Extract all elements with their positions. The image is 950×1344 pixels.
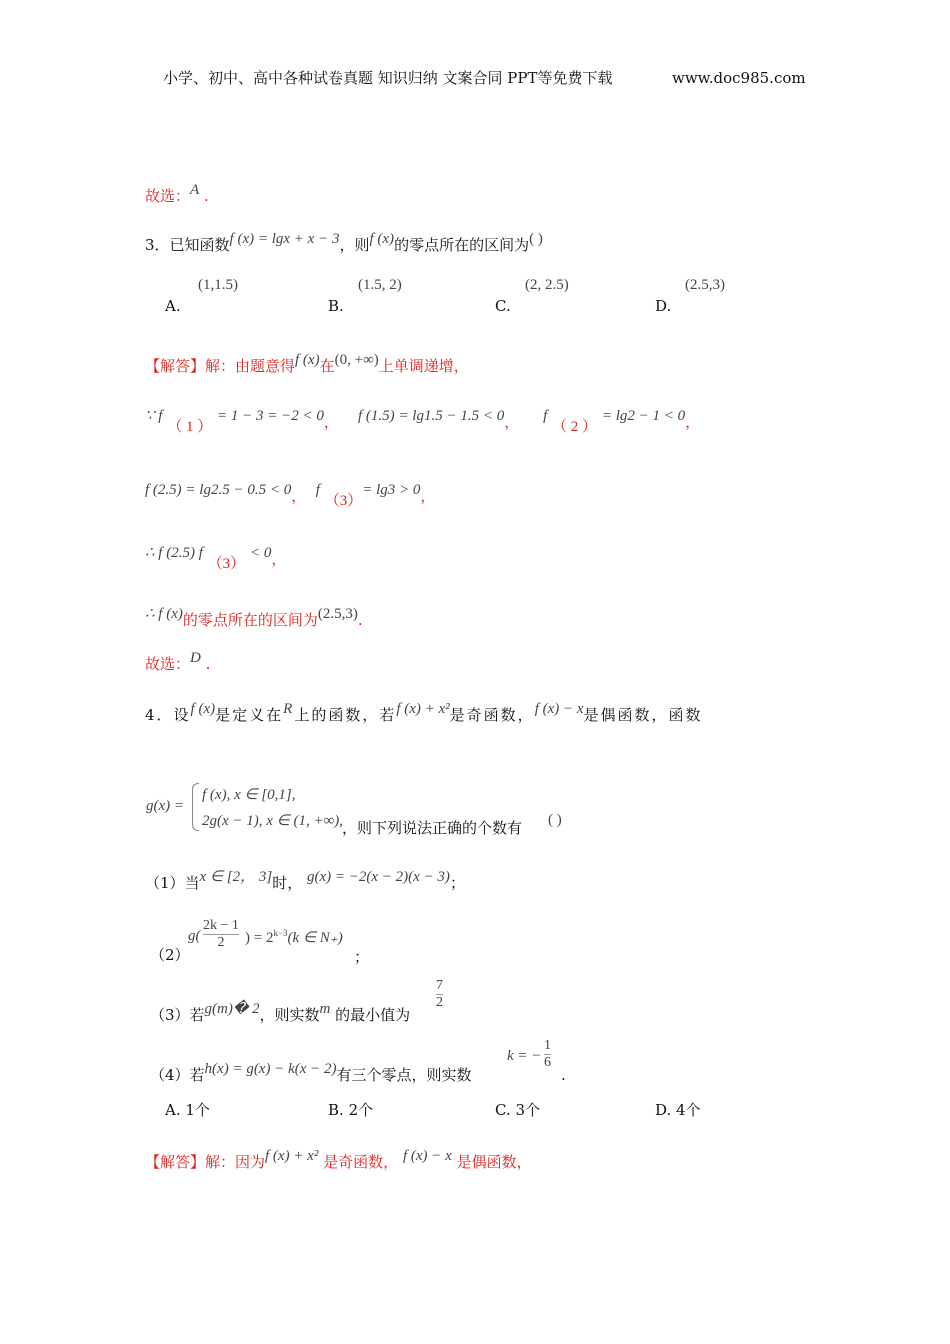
question-3 <box>145 231 543 256</box>
statement-text: 的最小值为 <box>335 1006 411 1024</box>
comma: ， <box>291 487 307 505</box>
formula: f (x) − x <box>402 1148 452 1164</box>
case-2: 2g(x − 1), x ∈ (1, +∞), <box>202 813 344 829</box>
formula: f (x) + x² <box>265 1148 319 1164</box>
solution-intro <box>145 352 469 377</box>
q3-text: 3．已知函数 <box>145 236 230 254</box>
header-text: 小学、初中、高中各种试卷真题 知识归纳 文案合同 PPT等免费下载 <box>163 69 613 87</box>
option-value: 1个 <box>185 1101 210 1119</box>
formula-base: ) = 2 <box>245 930 274 946</box>
formula: ∴ f (2.5) f <box>145 545 203 561</box>
numerator: 7 <box>436 978 443 993</box>
statement-text: （3）若 <box>150 1006 205 1024</box>
answer-label: 故选： <box>145 187 191 205</box>
statement-text <box>150 1061 472 1085</box>
solution-text: 是奇函数， <box>323 1153 399 1171</box>
solution-text: 上单调递增， <box>378 357 469 375</box>
option-a[interactable]: A. <box>165 297 181 315</box>
option-a[interactable] <box>165 1099 210 1120</box>
q3-formula: f (x) <box>369 231 395 247</box>
formula: = lg3 > 0 <box>362 482 421 498</box>
case-1: f (x), x ∈ [0,1], <box>202 787 296 803</box>
option-letter: C. <box>495 1101 511 1119</box>
header-url[interactable]: www.doc985.com <box>672 69 806 87</box>
answer-blank: ( ) <box>529 231 543 247</box>
formula: f <box>543 408 548 424</box>
statement-label: （2） <box>150 946 190 964</box>
statement-text: 时， <box>272 874 303 892</box>
exponent: k−3 <box>273 928 288 938</box>
formula: f (2.5) = lg2.5 − 0.5 < 0 <box>145 482 292 498</box>
semicolon: ； <box>449 874 465 892</box>
formula: k = − <box>507 1048 542 1064</box>
formula: h(x) = g(x) − k(x − 2) <box>204 1061 337 1077</box>
period: . <box>561 1066 566 1084</box>
comma: ， <box>504 413 520 431</box>
option-b[interactable]: B. <box>328 297 344 315</box>
answer-label: 故选： <box>145 655 191 673</box>
denominator: 2 <box>217 935 225 950</box>
comma: ， <box>323 413 339 431</box>
formula: x ∈ [2， 3] <box>199 869 273 885</box>
q4-text: 上的函数，若 <box>294 706 397 724</box>
formula: (2.5,3) <box>317 606 358 622</box>
statement-text: ，则实数 <box>259 1006 320 1024</box>
option-d[interactable]: D. <box>655 297 672 315</box>
q3-text: 的零点所在的区间为 <box>394 236 530 254</box>
comma: ， <box>420 487 436 505</box>
question-4 <box>145 701 703 726</box>
answer-value: D <box>190 650 201 666</box>
comma: ， <box>685 413 701 431</box>
formula-arg: （3） <box>324 493 363 509</box>
answer-value: A <box>190 182 200 198</box>
solution-q4-intro <box>145 1148 532 1173</box>
formula: = 1 − 3 = −2 < 0 <box>217 408 324 424</box>
formula: f (x) <box>295 352 320 368</box>
formula: f (x) + x² <box>396 701 450 717</box>
page-header <box>163 68 806 88</box>
q4-text: 4．设 <box>145 706 191 724</box>
option-value: 4个 <box>676 1101 701 1119</box>
formula-arg: （ 1 ） <box>167 419 213 435</box>
formula: m <box>319 1001 331 1017</box>
formula: (0, +∞) <box>334 352 379 368</box>
option-d-value: (2.5,3) <box>685 277 725 293</box>
period: . <box>203 187 209 205</box>
option-c-value: (2, 2.5) <box>525 277 569 293</box>
q3-formula: f (x) = lgx + x − 3 <box>229 231 340 247</box>
option-letter: B. <box>328 1101 344 1119</box>
q3-text: ，则 <box>339 236 370 254</box>
q4-text: 是奇函数， <box>449 706 535 724</box>
option-value: 2个 <box>348 1101 374 1119</box>
fraction <box>203 918 239 951</box>
solution-line-2 <box>145 482 436 509</box>
statement-1 <box>145 869 465 894</box>
q4-text: ，则下列说法正确的个数有 <box>342 819 523 837</box>
denominator: 2 <box>436 995 443 1010</box>
numerator: 1 <box>544 1038 551 1053</box>
solution-text: 【解答】解：因为 <box>145 1153 266 1171</box>
formula <box>245 928 343 947</box>
formula: < 0 <box>249 545 272 561</box>
solution-text: 的零点所在的区间为 <box>182 611 318 629</box>
formula: f <box>315 482 320 498</box>
denominator: 6 <box>544 1055 551 1070</box>
solution-line-3 <box>145 545 287 572</box>
formula: g(x) = −2(x − 2)(x − 3) <box>307 869 450 885</box>
solution-text: 是偶函数， <box>456 1153 532 1171</box>
formula: ∴ f (x) <box>145 606 183 622</box>
solution-text: 在 <box>319 357 335 375</box>
formula-arg: （ 2 ） <box>552 419 598 435</box>
answer-line-q3 <box>145 650 211 675</box>
option-d[interactable] <box>655 1099 701 1120</box>
formula: f (x) − x <box>534 701 584 717</box>
formula: g( <box>188 928 201 944</box>
option-a-value: (1,1.5) <box>198 277 238 293</box>
fraction <box>436 978 443 1011</box>
q4-text: 是偶函数，函数 <box>583 706 703 724</box>
formula: g(m)� 2 <box>204 1001 260 1017</box>
brace <box>192 783 199 831</box>
period: . <box>357 611 363 629</box>
period: . <box>205 655 211 673</box>
formula: f (x) <box>190 701 216 717</box>
semicolon: ； <box>354 948 370 966</box>
statement-text <box>150 1001 411 1025</box>
statement-text: （1）当 <box>145 874 200 892</box>
statement-text: 有三个零点，则实数 <box>336 1066 472 1084</box>
formula: f (1.5) = lg1.5 − 1.5 < 0 <box>358 408 505 424</box>
statement-text: （4）若 <box>150 1066 205 1084</box>
option-b-value: (1.5, 2) <box>358 277 402 293</box>
formula: (k ∈ N₊) <box>287 930 343 946</box>
answer-line-q2 <box>145 182 209 207</box>
option-letter: D. <box>655 1101 672 1119</box>
g-lhs: g(x) = <box>146 798 185 814</box>
solution-conclusion <box>145 606 363 631</box>
option-c[interactable] <box>495 1099 540 1120</box>
formula: R <box>283 701 295 717</box>
option-letter: A. <box>165 1101 181 1119</box>
q4-text: 是定义在 <box>215 706 284 724</box>
answer-blank: ( ) <box>548 812 562 828</box>
numerator: 2k − 1 <box>203 918 239 933</box>
option-b[interactable] <box>328 1099 373 1120</box>
option-value: 3个 <box>515 1101 541 1119</box>
solution-line-values <box>145 408 701 435</box>
formula: ∵ f <box>145 408 163 424</box>
comma: ， <box>271 550 287 568</box>
formula-arg: （3） <box>207 556 246 572</box>
option-c[interactable]: C. <box>495 297 511 315</box>
solution-text: 【解答】解：由题意得 <box>145 357 296 375</box>
formula: = lg2 − 1 < 0 <box>601 408 686 424</box>
fraction <box>544 1038 551 1071</box>
